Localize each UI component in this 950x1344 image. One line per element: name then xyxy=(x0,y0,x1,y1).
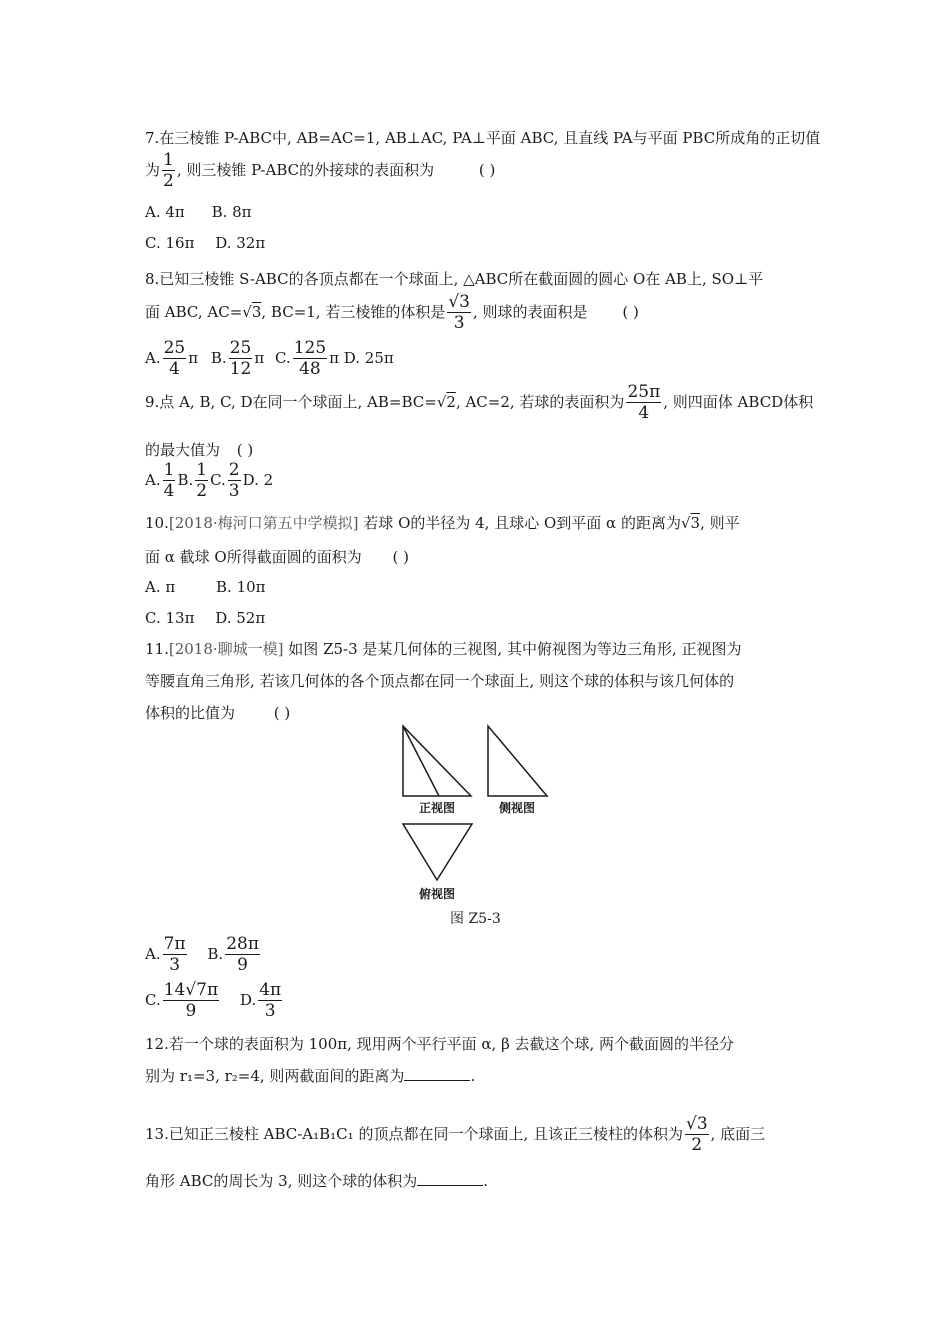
q7-fraction xyxy=(162,152,175,190)
q10-text-a1: 若球 O的半径为 4, 且球心 O到平面 α 的距离为 xyxy=(363,514,681,532)
q11-option-c xyxy=(163,982,219,1020)
q10-source: [2018·梅河口第五中学模拟] xyxy=(168,514,359,532)
q10-text-b: 面 α 截球 O所得截面圆的面积为 xyxy=(145,548,362,566)
q11-text-a: 如图 Z5-3 是某几何体的三视图, 其中俯视图为等边三角形, 正视图为 xyxy=(288,640,742,658)
q8-answer-paren: ( ) xyxy=(622,303,639,321)
q9-option-a xyxy=(163,462,176,500)
q8-option-d: D. 25π xyxy=(343,349,394,367)
q8-volume-fraction xyxy=(447,294,471,332)
q10-radicand: 3 xyxy=(690,514,701,532)
q9-line1 xyxy=(145,380,813,424)
q7-option-d: D. 32π xyxy=(215,234,266,252)
q8-option-a-label: A. xyxy=(145,349,161,367)
q9-options xyxy=(145,458,273,502)
q10-answer-paren: ( ) xyxy=(392,548,409,566)
q8-vol-den: 3 xyxy=(453,313,465,333)
q9-a-num: 1 xyxy=(163,460,175,480)
q8-text-b1: 面 ABC, AC= xyxy=(145,303,243,321)
q9-b-num: 1 xyxy=(196,460,208,480)
q8-b-pi: π xyxy=(254,349,265,367)
q11-option-c-label: C. xyxy=(145,991,161,1009)
q8-vol-num: √3 xyxy=(448,292,470,312)
q10-options-row1 xyxy=(145,576,266,598)
q9-c-num: 2 xyxy=(228,460,240,480)
q11-answer-paren: ( ) xyxy=(273,704,291,722)
q8-option-c xyxy=(293,340,327,378)
q8-b-den: 12 xyxy=(229,359,252,379)
q11-line1 xyxy=(145,638,742,660)
q8-option-b-label: B. xyxy=(210,349,227,367)
q7-options-row2 xyxy=(145,232,265,254)
q12-line1: 12.若一个球的表面积为 100π, 现用两个平行平面 α, β 去截这个球, 两个截面圆的半径分 xyxy=(145,1035,735,1053)
top-view-label: 俯视图 xyxy=(418,887,456,901)
q11-c-num: 14√7π xyxy=(163,980,219,1000)
q7-line2 xyxy=(145,150,495,190)
q11-option-a xyxy=(163,936,187,974)
q13-text-b: 角形 ABC的周长为 3, 则这个球的体积为 xyxy=(145,1172,418,1190)
q12-end: . xyxy=(470,1067,476,1085)
q8-line2 xyxy=(145,290,639,334)
q10-line1 xyxy=(145,512,740,534)
q8-c-den: 48 xyxy=(299,359,321,379)
q13-volume-fraction xyxy=(685,1116,709,1154)
q11-b-den: 9 xyxy=(237,955,248,975)
q8-a-num: 25 xyxy=(163,338,186,358)
q13-v-num: √3 xyxy=(685,1114,708,1134)
q8-c-pi: π xyxy=(329,349,339,367)
q10-option-c: C. 13π xyxy=(145,609,195,627)
q7-options-row1 xyxy=(145,201,252,223)
q12-line2 xyxy=(145,1065,475,1087)
q8-option-a xyxy=(163,340,187,378)
q11-d-den: 3 xyxy=(264,1001,276,1021)
q9-option-a-label: A. xyxy=(145,471,161,489)
q11-b-num: 28π xyxy=(226,934,259,954)
q11-option-b-label: B. xyxy=(207,945,224,963)
q7-frac-num: 1 xyxy=(163,150,174,170)
q7-option-b: B. 8π xyxy=(211,203,252,221)
q8-radicand: 3 xyxy=(251,303,262,321)
q11-d-num: 4π xyxy=(259,980,282,1000)
q7-text-b: , 则三棱锥 P-ABC的外接球的表面积为 xyxy=(176,161,435,179)
q9-b-den: 2 xyxy=(196,481,208,501)
front-view xyxy=(403,726,471,796)
q11-a-num: 7π xyxy=(163,934,186,954)
q8-option-c-label: C. xyxy=(274,349,291,367)
q10-sqrt: √3 xyxy=(680,514,701,532)
q9-sqrt: √2 xyxy=(436,393,456,411)
q8-option-b xyxy=(229,340,253,378)
q9-text-a3: , 则四面体 ABCD体积 xyxy=(663,393,814,411)
q9-s-den: 4 xyxy=(638,403,650,423)
q10-number: 10. xyxy=(145,514,169,532)
q10-line2 xyxy=(145,546,409,568)
q11-a-den: 3 xyxy=(169,955,181,975)
q9-text-b: 的最大值为 xyxy=(145,441,221,459)
q9-option-d: D. 2 xyxy=(242,471,274,489)
q7-option-a: A. 4π xyxy=(145,203,185,221)
q10-options-row2 xyxy=(145,607,265,629)
q8-text-b3: , 则球的表面积是 xyxy=(473,303,588,321)
top-view xyxy=(403,824,472,880)
q10-option-a: A. π xyxy=(145,578,176,596)
q7-option-c: C. 16π xyxy=(145,234,195,252)
q11-option-b xyxy=(225,936,260,974)
figure-caption: 图 Z5-3 xyxy=(450,911,501,927)
q9-text-a1: 9.点 A, B, C, D在同一个球面上, AB=BC= xyxy=(145,393,437,411)
q8-c-num: 125 xyxy=(293,338,327,358)
q8-text-b2: , BC=1, 若三棱锥的体积是 xyxy=(261,303,446,321)
q11-option-a-label: A. xyxy=(145,945,161,963)
q7-line1: 7.在三棱锥 P-ABC中, AB=AC=1, AB⊥AC, PA⊥平面 ABC, 且直线 PA与平面 PBC所成角的正切值 xyxy=(145,129,821,147)
q8-b-num: 25 xyxy=(229,338,252,358)
q9-answer-paren: ( ) xyxy=(236,441,254,459)
q11-line3 xyxy=(145,702,290,724)
side-view-label: 侧视图 xyxy=(498,801,536,815)
q11-options-row2 xyxy=(145,978,284,1022)
q11-option-d-label: D. xyxy=(239,991,257,1009)
q13-end: . xyxy=(483,1172,489,1190)
q7-frac-den: 2 xyxy=(163,171,174,191)
q11-line2: 等腰直角三角形, 若该几何体的各个顶点都在同一个球面上, 则这个球的体积与该几何体的 xyxy=(145,672,735,690)
q7-answer-paren: ( ) xyxy=(478,161,496,179)
q13-answer-blank[interactable] xyxy=(417,1171,483,1186)
q11-text-c: 体积的比值为 xyxy=(145,704,236,722)
q12-answer-blank[interactable] xyxy=(404,1066,470,1081)
q13-line2 xyxy=(145,1170,488,1192)
side-view xyxy=(488,726,547,796)
q9-option-c-label: C. xyxy=(210,471,226,489)
q9-s-num: 25π xyxy=(627,382,661,402)
q9-a-den: 4 xyxy=(163,481,175,501)
q13-v-den: 2 xyxy=(691,1135,703,1155)
q9-text-a2: , AC=2, 若球的表面积为 xyxy=(455,393,625,411)
q11-source: [2018·聊城一模] xyxy=(168,640,284,658)
q12-text-b: 别为 r₁=3, r₂=4, 则两截面间的距离为 xyxy=(145,1067,405,1085)
q13-text-a1: 13.已知正三棱柱 ABC-A₁B₁C₁ 的顶点都在同一个球面上, 且该正三棱柱的体积为 xyxy=(145,1125,683,1143)
q13-line1 xyxy=(145,1110,765,1158)
q10-option-b: B. 10π xyxy=(216,578,266,596)
front-view-label: 正视图 xyxy=(418,801,456,815)
q9-option-b xyxy=(195,462,208,500)
q11-option-d xyxy=(258,982,282,1020)
q8-a-pi: π xyxy=(188,349,199,367)
q9-radicand: 2 xyxy=(446,393,456,411)
q10-text-a2: , 则平 xyxy=(700,514,740,532)
q10-option-d: D. 52π xyxy=(215,609,266,627)
q9-surface-fraction xyxy=(626,384,661,422)
q11-c-den: 9 xyxy=(185,1001,197,1021)
q7-pre: 为 xyxy=(145,161,161,179)
q8-options xyxy=(145,336,394,380)
q8-a-den: 4 xyxy=(169,359,180,379)
q9-c-den: 3 xyxy=(228,481,240,501)
q11-number: 11. xyxy=(145,640,169,658)
q11-options-row1 xyxy=(145,932,262,976)
q9-option-b-label: B. xyxy=(177,471,194,489)
three-view-figure xyxy=(395,718,560,908)
q8-sqrt: √3 xyxy=(242,303,262,321)
q9-option-c xyxy=(228,462,241,500)
q8-line1: 8.已知三棱锥 S-ABC的各顶点都在一个球面上, △ABC所在截面圆的圆心 O在 AB上, SO⊥平 xyxy=(145,270,764,288)
q13-text-a2: , 底面三 xyxy=(710,1125,766,1143)
